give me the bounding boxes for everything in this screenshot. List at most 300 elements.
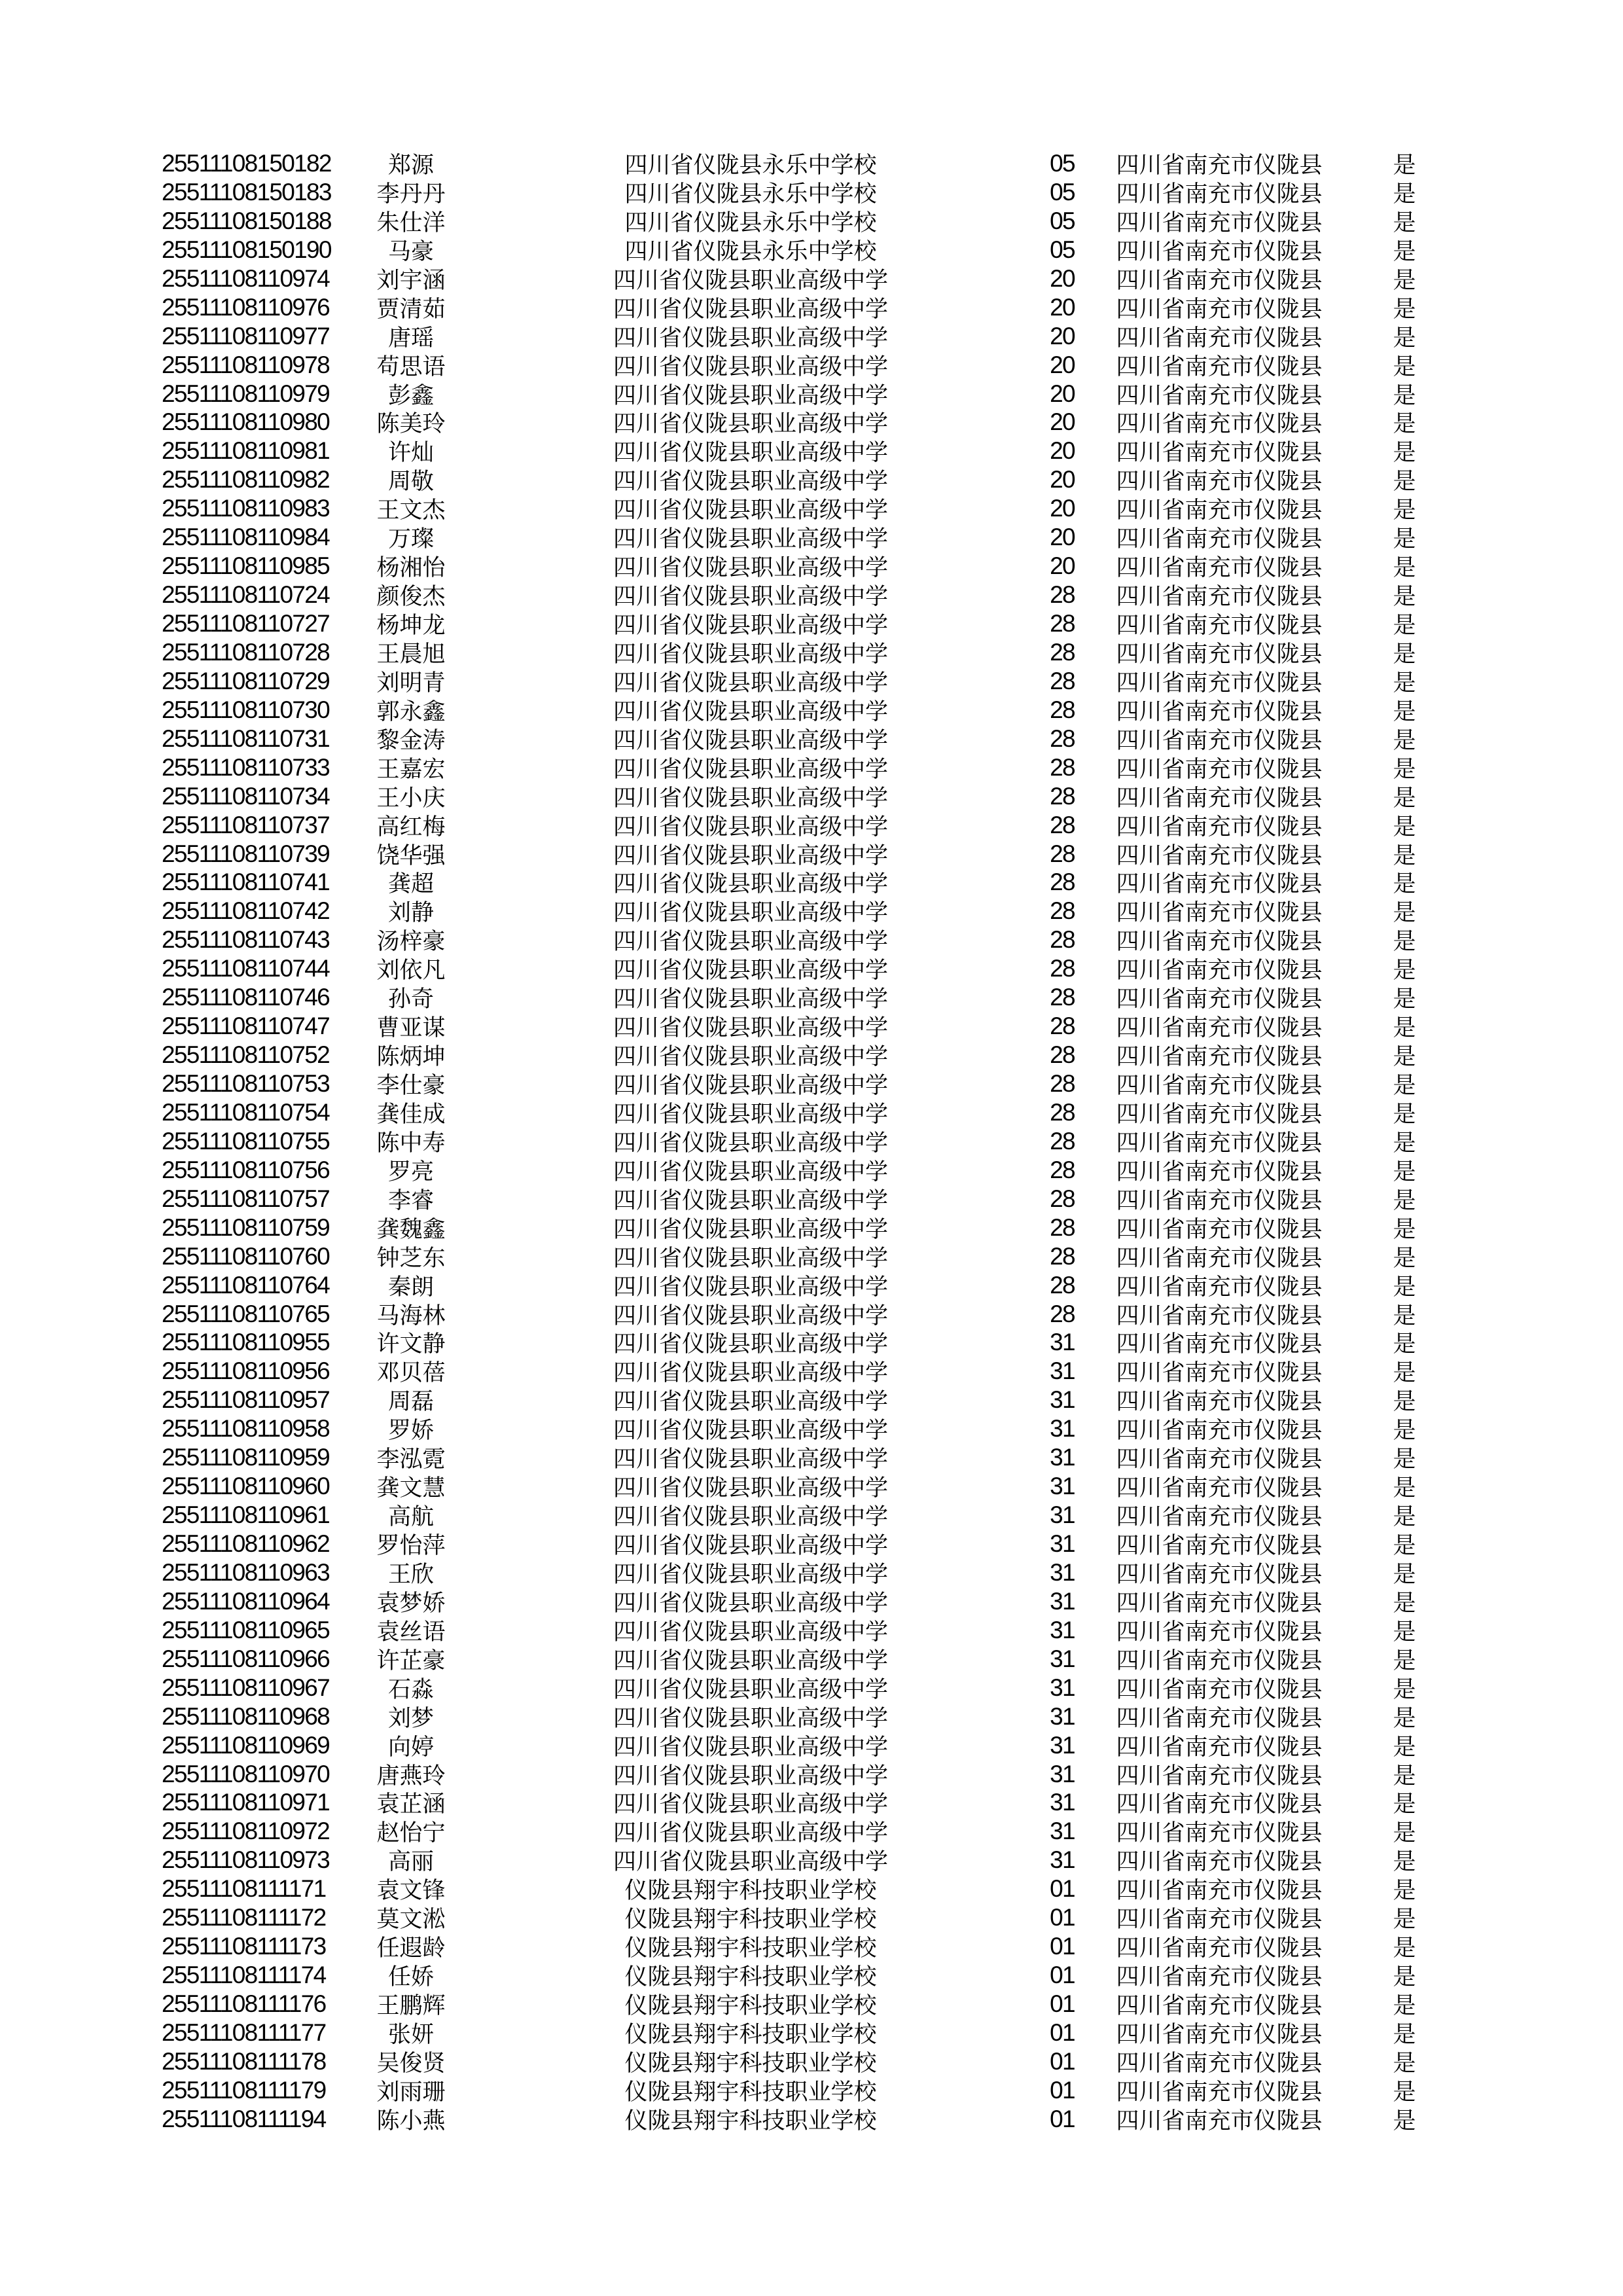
school-code-cell: 28 — [1050, 753, 1075, 781]
region-cell: 四川省南充市仪陇县 — [1116, 1820, 1323, 1846]
confirm-cell: 是 — [1393, 325, 1416, 351]
confirm-cell: 是 — [1393, 814, 1416, 840]
school-cell: 四川省仪陇县职业高级中学 — [613, 1216, 888, 1242]
confirm-cell: 是 — [1393, 785, 1416, 811]
region-cell: 四川省南充市仪陇县 — [1116, 209, 1323, 236]
table-row — [0, 924, 1623, 955]
table-row — [0, 1355, 1623, 1384]
school-code-cell: 05 — [1050, 207, 1075, 234]
school-cell: 四川省仪陇县职业高级中学 — [613, 871, 888, 897]
region-cell: 四川省南充市仪陇县 — [1116, 2050, 1323, 2076]
school-code-cell: 01 — [1050, 2076, 1075, 2104]
region-cell: 四川省南充市仪陇县 — [1116, 497, 1323, 524]
school-code-cell: 28 — [1050, 1041, 1075, 1069]
region-cell: 四川省南充市仪陇县 — [1116, 1446, 1323, 1473]
school-code-cell: 28 — [1050, 897, 1075, 925]
confirm-cell: 是 — [1393, 296, 1416, 322]
student-id-cell: 25511108110959 — [162, 1444, 330, 1471]
student-name-cell: 马海林 — [376, 1302, 446, 1329]
school-code-cell: 05 — [1050, 178, 1075, 206]
school-code-cell: 20 — [1050, 495, 1075, 522]
student-name-cell: 陈美玲 — [376, 411, 446, 437]
table-row — [0, 1298, 1623, 1327]
school-code-cell: 28 — [1050, 1300, 1075, 1327]
confirm-cell: 是 — [1393, 1418, 1416, 1444]
student-id-cell: 25511108110976 — [162, 293, 330, 321]
student-id-cell: 25511108110980 — [162, 408, 330, 436]
student-name-cell: 李睿 — [387, 1187, 434, 1213]
student-id-cell: 25511108110967 — [162, 1674, 330, 1701]
student-id-cell: 25511108110962 — [162, 1530, 330, 1557]
table-row — [0, 1067, 1623, 1096]
region-cell: 四川省南充市仪陇县 — [1116, 440, 1323, 466]
confirm-cell: 是 — [1393, 1331, 1416, 1357]
student-id-cell: 25511108110765 — [162, 1300, 330, 1327]
table-row — [0, 1930, 1623, 1962]
confirm-cell: 是 — [1393, 986, 1416, 1013]
student-id-cell: 25511108110753 — [162, 1070, 330, 1097]
school-code-cell: 28 — [1050, 581, 1075, 609]
school-cell: 四川省仪陇县永乐中学校 — [624, 209, 877, 236]
school-cell: 仪陇县翔宇科技职业学校 — [624, 2108, 877, 2134]
school-code-cell: 28 — [1050, 984, 1075, 1011]
table-row — [0, 1959, 1623, 1988]
region-cell: 四川省南充市仪陇县 — [1116, 1993, 1323, 2018]
student-id-cell: 25511108150183 — [162, 178, 331, 206]
confirm-cell: 是 — [1393, 900, 1416, 926]
school-code-cell: 28 — [1050, 1213, 1075, 1241]
student-name-cell: 王鹏辉 — [376, 1993, 446, 2018]
confirm-cell: 是 — [1393, 698, 1416, 725]
student-id-cell: 25511108110971 — [162, 1789, 330, 1816]
confirm-cell: 是 — [1393, 670, 1416, 696]
school-code-cell: 20 — [1050, 552, 1075, 580]
table-row — [0, 1125, 1623, 1154]
region-cell: 四川省南充市仪陇县 — [1116, 756, 1323, 782]
student-name-cell: 赵怡宁 — [376, 1820, 446, 1846]
confirm-cell: 是 — [1393, 1158, 1416, 1185]
table-row — [0, 579, 1623, 610]
region-cell: 四川省南充市仪陇县 — [1116, 526, 1323, 552]
confirm-cell: 是 — [1393, 1504, 1416, 1530]
region-cell: 四川省南充市仪陇县 — [1116, 296, 1323, 322]
region-cell: 四川省南充市仪陇县 — [1116, 958, 1323, 984]
school-code-cell: 31 — [1050, 1473, 1075, 1500]
table-row — [0, 1901, 1623, 1933]
student-name-cell: 朱仕洋 — [376, 209, 446, 236]
school-cell: 四川省仪陇县职业高级中学 — [613, 1504, 888, 1530]
table-row — [0, 1441, 1623, 1473]
table-row — [0, 1211, 1623, 1240]
student-id-cell: 25511108110752 — [162, 1041, 330, 1069]
student-name-cell: 石淼 — [387, 1676, 434, 1702]
table-row — [0, 1672, 1623, 1700]
table-row — [0, 234, 1623, 262]
school-cell: 四川省仪陇县职业高级中学 — [613, 1705, 888, 1731]
table-row — [0, 2045, 1623, 2074]
school-code-cell: 28 — [1050, 926, 1075, 954]
confirm-cell: 是 — [1393, 411, 1416, 437]
confirm-cell: 是 — [1393, 469, 1416, 495]
school-cell: 四川省仪陇县职业高级中学 — [613, 727, 888, 753]
student-name-cell: 贾清茹 — [376, 296, 446, 322]
confirm-cell: 是 — [1393, 756, 1416, 782]
region-cell: 四川省南充市仪陇县 — [1116, 1044, 1323, 1070]
confirm-cell: 是 — [1393, 1763, 1416, 1789]
region-cell: 四川省南充市仪陇县 — [1116, 1791, 1323, 1818]
table-row — [0, 1240, 1623, 1269]
confirm-cell: 是 — [1393, 2021, 1416, 2047]
table-row — [0, 1470, 1623, 1499]
region-cell: 四川省南充市仪陇县 — [1116, 1274, 1323, 1300]
school-cell: 仪陇县翔宇科技职业学校 — [624, 2050, 877, 2076]
student-name-cell: 刘宇涵 — [376, 267, 446, 293]
school-cell: 四川省仪陇县职业高级中学 — [613, 1647, 888, 1674]
student-id-cell: 25511108150182 — [162, 150, 331, 177]
student-id-cell: 25511108111179 — [162, 2076, 326, 2104]
student-name-cell: 龚文慧 — [376, 1475, 446, 1501]
confirm-cell: 是 — [1393, 1274, 1416, 1300]
student-id-cell: 25511108110744 — [162, 955, 330, 982]
school-cell: 四川省仪陇县职业高级中学 — [613, 1475, 888, 1501]
student-id-cell: 25511108111177 — [162, 2018, 326, 2046]
student-name-cell: 黎金涛 — [376, 727, 446, 753]
school-code-cell: 20 — [1050, 437, 1075, 465]
table-row — [0, 2103, 1623, 2132]
student-id-cell: 25511108110729 — [162, 667, 330, 694]
region-cell: 四川省南充市仪陇县 — [1116, 727, 1323, 753]
table-row — [0, 1154, 1623, 1183]
region-cell: 四川省南充市仪陇县 — [1116, 1647, 1323, 1674]
student-id-cell: 25511108110728 — [162, 638, 330, 666]
student-id-cell: 25511108110737 — [162, 811, 330, 838]
table-row — [0, 550, 1623, 579]
confirm-cell: 是 — [1393, 2050, 1416, 2076]
school-code-cell: 28 — [1050, 725, 1075, 752]
student-name-cell: 高航 — [387, 1504, 434, 1530]
table-row — [0, 1556, 1623, 1585]
school-code-cell: 20 — [1050, 293, 1075, 321]
school-cell: 四川省仪陇县职业高级中学 — [613, 1158, 888, 1185]
region-cell: 四川省南充市仪陇县 — [1116, 1073, 1323, 1098]
student-name-cell: 李仕豪 — [376, 1073, 446, 1098]
region-cell: 四川省南充市仪陇县 — [1116, 1130, 1323, 1156]
student-name-cell: 唐燕玲 — [376, 1763, 446, 1789]
student-id-cell: 25511108110966 — [162, 1645, 330, 1672]
confirm-cell: 是 — [1393, 382, 1416, 408]
region-cell: 四川省南充市仪陇县 — [1116, 900, 1323, 926]
confirm-cell: 是 — [1393, 1475, 1416, 1501]
table-row — [0, 751, 1623, 780]
school-code-cell: 20 — [1050, 264, 1075, 292]
school-cell: 四川省仪陇县职业高级中学 — [613, 1187, 888, 1213]
school-code-cell: 28 — [1050, 667, 1075, 694]
school-cell: 四川省仪陇县职业高级中学 — [613, 1101, 888, 1127]
school-cell: 四川省仪陇县职业高级中学 — [613, 1274, 888, 1300]
school-cell: 四川省仪陇县职业高级中学 — [613, 325, 888, 351]
table-row — [0, 1844, 1623, 1873]
table-row — [0, 492, 1623, 524]
student-id-cell: 25511108110979 — [162, 380, 330, 407]
student-id-cell: 25511108110759 — [162, 1213, 330, 1241]
confirm-cell: 是 — [1393, 2108, 1416, 2134]
table-row — [0, 866, 1623, 895]
student-id-cell: 25511108110746 — [162, 984, 330, 1011]
region-cell: 四川省南充市仪陇县 — [1116, 1763, 1323, 1789]
school-code-cell: 31 — [1050, 1530, 1075, 1557]
school-code-cell: 20 — [1050, 351, 1075, 378]
table-row — [0, 1096, 1623, 1125]
confirm-cell: 是 — [1393, 1101, 1416, 1127]
school-code-cell: 01 — [1050, 1990, 1075, 2017]
student-name-cell: 刘静 — [387, 900, 434, 926]
confirm-cell: 是 — [1393, 1705, 1416, 1731]
table-row — [0, 723, 1623, 751]
student-name-cell: 许文静 — [376, 1331, 446, 1357]
school-cell: 仪陇县翔宇科技职业学校 — [624, 1935, 877, 1962]
school-cell: 四川省仪陇县职业高级中学 — [613, 698, 888, 725]
table-row — [0, 981, 1623, 1013]
student-name-cell: 陈小燕 — [376, 2108, 446, 2134]
student-name-cell: 袁文锋 — [376, 1878, 446, 1904]
region-cell: 四川省南充市仪陇县 — [1116, 1101, 1323, 1127]
student-id-cell: 25511108110757 — [162, 1185, 330, 1212]
school-cell: 仪陇县翔宇科技职业学校 — [624, 1964, 877, 1990]
table-row — [0, 1010, 1623, 1039]
student-name-cell: 马豪 — [387, 238, 434, 264]
table-row — [0, 2074, 1623, 2103]
school-cell: 四川省仪陇县职业高级中学 — [613, 1763, 888, 1789]
confirm-cell: 是 — [1393, 1015, 1416, 1041]
confirm-cell: 是 — [1393, 1820, 1416, 1846]
school-cell: 四川省仪陇县职业高级中学 — [613, 1015, 888, 1041]
table-row — [0, 1643, 1623, 1672]
school-cell: 四川省仪陇县职业高级中学 — [613, 267, 888, 293]
student-id-cell: 25511108110964 — [162, 1587, 330, 1615]
student-name-cell: 任遐龄 — [376, 1935, 446, 1962]
region-cell: 四川省南充市仪陇县 — [1116, 1935, 1323, 1962]
region-cell: 四川省南充市仪陇县 — [1116, 1705, 1323, 1731]
student-id-cell: 25511108110764 — [162, 1271, 330, 1299]
school-cell: 四川省仪陇县职业高级中学 — [613, 1331, 888, 1357]
school-cell: 四川省仪陇县职业高级中学 — [613, 1734, 888, 1760]
student-id-cell: 25511108110730 — [162, 696, 330, 723]
school-code-cell: 28 — [1050, 1070, 1075, 1097]
confirm-cell: 是 — [1393, 1907, 1416, 1933]
school-cell: 四川省仪陇县职业高级中学 — [613, 756, 888, 782]
confirm-cell: 是 — [1393, 1044, 1416, 1070]
table-row — [0, 1729, 1623, 1758]
school-code-cell: 20 — [1050, 408, 1075, 436]
confirm-cell: 是 — [1393, 1073, 1416, 1098]
student-id-cell: 25511108110961 — [162, 1501, 330, 1529]
confirm-cell: 是 — [1393, 727, 1416, 753]
student-name-cell: 刘梦 — [387, 1705, 434, 1731]
student-id-cell: 25511108110977 — [162, 322, 330, 350]
table-row — [0, 665, 1623, 694]
school-cell: 四川省仪陇县职业高级中学 — [613, 929, 888, 955]
confirm-cell: 是 — [1393, 353, 1416, 380]
school-cell: 四川省仪陇县职业高级中学 — [613, 353, 888, 380]
school-cell: 四川省仪陇县职业高级中学 — [613, 814, 888, 840]
student-name-cell: 张妍 — [387, 2021, 434, 2047]
table-row — [0, 1614, 1623, 1643]
student-id-cell: 25511108110968 — [162, 1702, 330, 1730]
school-code-cell: 20 — [1050, 524, 1075, 551]
school-cell: 四川省仪陇县职业高级中学 — [613, 440, 888, 466]
student-name-cell: 陈中寿 — [376, 1130, 446, 1156]
student-id-cell: 25511108110727 — [162, 610, 330, 637]
school-code-cell: 28 — [1050, 1242, 1075, 1270]
school-code-cell: 28 — [1050, 696, 1075, 723]
school-code-cell: 28 — [1050, 1271, 1075, 1299]
student-id-cell: 25511108110958 — [162, 1415, 330, 1443]
school-cell: 四川省仪陇县职业高级中学 — [613, 1044, 888, 1070]
confirm-cell: 是 — [1393, 152, 1416, 178]
table-row — [0, 1326, 1623, 1355]
school-cell: 四川省仪陇县职业高级中学 — [613, 1245, 888, 1271]
confirm-cell: 是 — [1393, 1533, 1416, 1558]
school-code-cell: 20 — [1050, 322, 1075, 350]
student-name-cell: 刘明青 — [376, 670, 446, 696]
school-cell: 四川省仪陇县职业高级中学 — [613, 497, 888, 524]
school-cell: 四川省仪陇县职业高级中学 — [613, 1073, 888, 1098]
school-cell: 四川省仪陇县永乐中学校 — [624, 238, 877, 264]
confirm-cell: 是 — [1393, 929, 1416, 955]
region-cell: 四川省南充市仪陇县 — [1116, 613, 1323, 638]
student-name-cell: 周磊 — [387, 1389, 434, 1415]
student-name-cell: 颜俊杰 — [376, 584, 446, 610]
school-code-cell: 28 — [1050, 1127, 1075, 1155]
student-id-cell: 25511108110741 — [162, 869, 330, 896]
student-name-cell: 孙奇 — [387, 986, 434, 1013]
school-code-cell: 20 — [1050, 380, 1075, 407]
student-id-cell: 25511108110973 — [162, 1846, 330, 1874]
student-id-cell: 25511108110965 — [162, 1616, 330, 1643]
school-cell: 四川省仪陇县职业高级中学 — [613, 958, 888, 984]
region-cell: 四川省南充市仪陇县 — [1116, 641, 1323, 667]
student-id-cell: 25511108110969 — [162, 1731, 330, 1759]
confirm-cell: 是 — [1393, 1791, 1416, 1818]
student-name-cell: 王晨旭 — [376, 641, 446, 667]
student-id-cell: 25511108110743 — [162, 926, 330, 954]
region-cell: 四川省南充市仪陇县 — [1116, 1590, 1323, 1616]
student-name-cell: 唐瑶 — [387, 325, 434, 351]
student-name-cell: 龚魏鑫 — [376, 1216, 446, 1242]
student-id-cell: 25511108111176 — [162, 1990, 326, 2017]
table-row — [0, 406, 1623, 435]
confirm-cell: 是 — [1393, 267, 1416, 293]
region-cell: 四川省南充市仪陇县 — [1116, 238, 1323, 264]
school-code-cell: 31 — [1050, 1702, 1075, 1730]
school-code-cell: 31 — [1050, 1415, 1075, 1443]
school-cell: 四川省仪陇县职业高级中学 — [613, 1619, 888, 1645]
school-cell: 四川省仪陇县职业高级中学 — [613, 900, 888, 926]
region-cell: 四川省南充市仪陇县 — [1116, 842, 1323, 869]
table-row — [0, 2017, 1623, 2045]
table-row — [0, 1873, 1623, 1904]
school-cell: 四川省仪陇县职业高级中学 — [613, 584, 888, 610]
school-code-cell: 31 — [1050, 1357, 1075, 1385]
school-code-cell: 01 — [1050, 1962, 1075, 1989]
region-cell: 四川省南充市仪陇县 — [1116, 814, 1323, 840]
school-code-cell: 01 — [1050, 1904, 1075, 1931]
school-cell: 四川省仪陇县职业高级中学 — [613, 1302, 888, 1329]
confirm-cell: 是 — [1393, 584, 1416, 610]
confirm-cell: 是 — [1393, 1245, 1416, 1271]
student-id-cell: 25511108110755 — [162, 1127, 330, 1155]
student-id-cell: 25511108111174 — [162, 1962, 326, 1989]
table-row — [0, 1786, 1623, 1818]
school-cell: 仪陇县翔宇科技职业学校 — [624, 1878, 877, 1904]
region-cell: 四川省南充市仪陇县 — [1116, 411, 1323, 437]
student-name-cell: 罗娇 — [387, 1418, 434, 1444]
table-row — [0, 694, 1623, 723]
region-cell: 四川省南充市仪陇县 — [1116, 871, 1323, 897]
student-name-cell: 邓贝蓓 — [376, 1360, 446, 1386]
confirm-cell: 是 — [1393, 1360, 1416, 1386]
student-name-cell: 许芷豪 — [376, 1647, 446, 1674]
school-cell: 四川省仪陇县永乐中学校 — [624, 152, 877, 178]
table-row — [0, 147, 1623, 176]
school-cell: 四川省仪陇县职业高级中学 — [613, 382, 888, 408]
table-row — [0, 291, 1623, 320]
student-name-cell: 高红梅 — [376, 814, 446, 840]
confirm-cell: 是 — [1393, 871, 1416, 897]
school-cell: 四川省仪陇县职业高级中学 — [613, 986, 888, 1013]
student-id-cell: 25511108111171 — [162, 1875, 326, 1903]
school-code-cell: 28 — [1050, 955, 1075, 982]
region-cell: 四川省南充市仪陇县 — [1116, 1158, 1323, 1185]
confirm-cell: 是 — [1393, 1302, 1416, 1329]
student-id-cell: 25511108110978 — [162, 351, 330, 378]
student-name-cell: 杨坤龙 — [376, 613, 446, 638]
table-row — [0, 895, 1623, 924]
school-cell: 四川省仪陇县职业高级中学 — [613, 296, 888, 322]
table-row — [0, 1412, 1623, 1444]
school-code-cell: 31 — [1050, 1444, 1075, 1471]
student-name-cell: 钟芝东 — [376, 1245, 446, 1271]
school-code-cell: 31 — [1050, 1731, 1075, 1759]
student-name-cell: 莫文淞 — [376, 1907, 446, 1933]
student-name-cell: 王小庆 — [376, 785, 446, 811]
school-cell: 四川省仪陇县职业高级中学 — [613, 1676, 888, 1702]
table-row — [0, 205, 1623, 234]
table-row — [0, 435, 1623, 466]
confirm-cell: 是 — [1393, 1561, 1416, 1587]
student-id-cell: 25511108110963 — [162, 1558, 330, 1586]
school-cell: 四川省仪陇县职业高级中学 — [613, 842, 888, 869]
confirm-cell: 是 — [1393, 497, 1416, 524]
school-code-cell: 01 — [1050, 2018, 1075, 2046]
student-name-cell: 陈炳坤 — [376, 1044, 446, 1070]
region-cell: 四川省南充市仪陇县 — [1116, 152, 1323, 178]
student-name-cell: 郑源 — [387, 152, 434, 178]
table-row — [0, 1183, 1623, 1211]
student-id-cell: 25511108111173 — [162, 1933, 326, 1960]
student-name-cell: 杨湘怡 — [376, 555, 446, 581]
table-row — [0, 378, 1623, 406]
school-code-cell: 05 — [1050, 236, 1075, 263]
region-cell: 四川省南充市仪陇县 — [1116, 1676, 1323, 1702]
school-code-cell: 28 — [1050, 610, 1075, 637]
school-cell: 四川省仪陇县职业高级中学 — [613, 1590, 888, 1616]
school-cell: 四川省仪陇县职业高级中学 — [613, 670, 888, 696]
table-row — [0, 780, 1623, 809]
student-name-cell: 王嘉宏 — [376, 756, 446, 782]
school-code-cell: 31 — [1050, 1674, 1075, 1701]
confirm-cell: 是 — [1393, 1389, 1416, 1415]
